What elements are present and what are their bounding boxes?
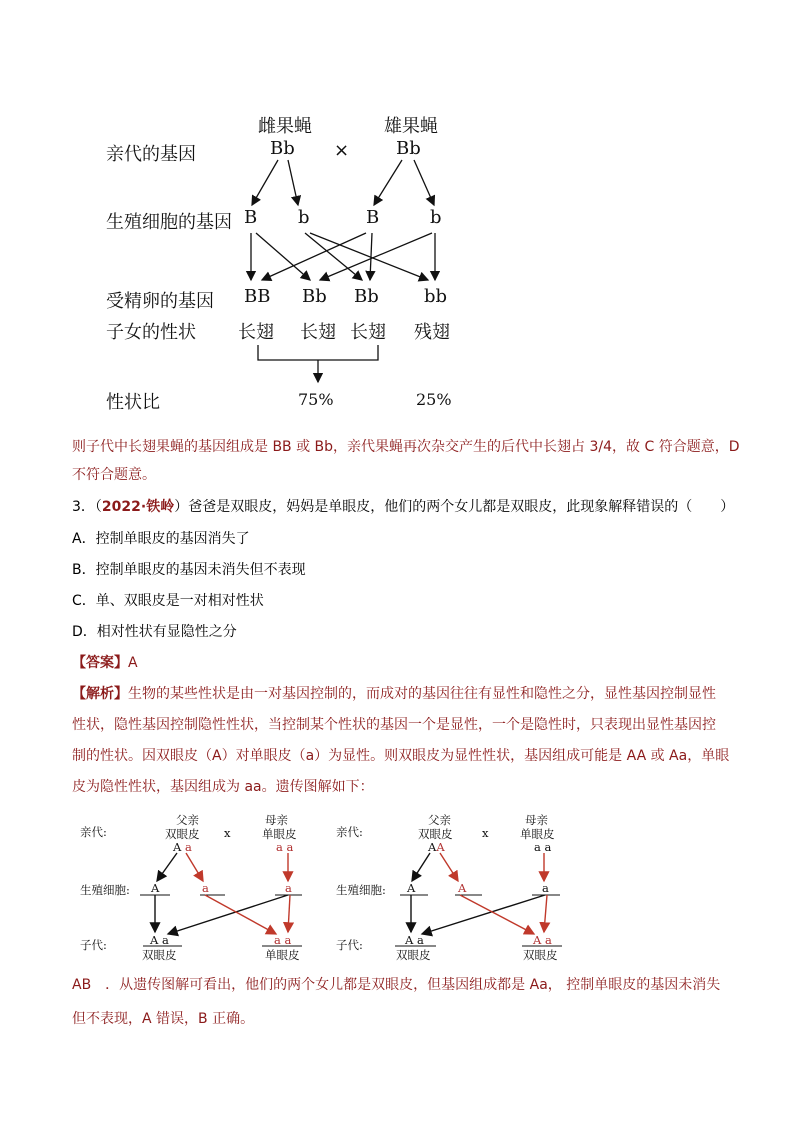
- right-offspring-row-label: 子代:: [336, 938, 363, 952]
- zygote-1: BB: [244, 286, 271, 307]
- left-father-trait: 双眼皮: [165, 827, 200, 841]
- female-fly-label: 雌果蝇: [258, 116, 312, 137]
- right-father-label: 父亲: [428, 813, 451, 827]
- row-label-offspring-traits: 子女的性状: [106, 322, 196, 343]
- option-a: A．控制单眼皮的基因消失了: [72, 531, 250, 547]
- male-genotype: Bb: [396, 138, 421, 159]
- right-father-trait: 双眼皮: [418, 827, 453, 841]
- trait-1: 长翅: [238, 322, 274, 343]
- conclusion-line-1: 则子代中长翅果蝇的基因组成是 BB 或 Bb，亲代果蝇再次杂交产生的后代中长翅占 3/4，故 C 符合题意，D: [72, 439, 740, 455]
- trait-4: 残翅: [414, 322, 450, 343]
- left-child1-genes: A a: [150, 933, 169, 947]
- left-offspring-row-label: 子代:: [80, 938, 107, 952]
- gamete-male-B: B: [366, 207, 380, 228]
- answer-value: A: [128, 655, 138, 671]
- option-b: B．控制单眼皮的基因未消失但不表现: [72, 562, 306, 578]
- right-germ-row-label: 生殖细胞:: [336, 883, 386, 897]
- gamete-male-b: b: [430, 207, 442, 228]
- zygote-2: Bb: [302, 286, 327, 307]
- left-father-label: 父亲: [176, 813, 199, 827]
- analysis-line-2: 性状，隐性基因控制隐性性状，当控制某个性状的基因一个是显性，一个是隐性时，只表现出显性基因控: [72, 717, 716, 733]
- final-line-1: AB ．从遗传图解可看出，他们的两个女儿都是双眼皮，但基因组成都是 Aa， 控制单眼皮的基因未消失: [72, 977, 721, 993]
- cross-symbol: ×: [334, 140, 350, 161]
- left-gamete-1: A: [151, 881, 160, 895]
- zygote-4: bb: [424, 286, 448, 307]
- right-child1-genes: A a: [405, 933, 424, 947]
- left-cross: x: [224, 826, 231, 840]
- left-gamete-2: a: [202, 881, 209, 895]
- left-gamete-3: a: [285, 881, 292, 895]
- right-mother-genes: a a: [534, 840, 552, 854]
- right-child2-genes: A a: [533, 933, 552, 947]
- row-label-parent-genes: 亲代的基因: [106, 144, 196, 165]
- analysis-line-1: 【解析】生物的某些性状是由一对基因控制的，而成对的基因往往有显性和隐性之分，显性基因控制显性: [72, 686, 716, 702]
- question-stem: ）爸爸是双眼皮，妈妈是单眼皮，他们的两个女儿都是双眼皮，此现象解释错误的（ ）: [174, 499, 735, 515]
- analysis-line-4: 皮为隐性性状，基因组成为 aa。遗传图解如下：: [72, 779, 374, 795]
- right-cross: x: [482, 826, 489, 840]
- trait-2: 长翅: [300, 322, 336, 343]
- conclusion-line-2: 不符合题意。: [72, 467, 156, 483]
- ratio-vestigial-wing: 25%: [416, 390, 452, 409]
- left-mother-label: 母亲: [265, 813, 288, 827]
- left-germ-row-label: 生殖细胞:: [80, 883, 130, 897]
- left-child1-trait: 双眼皮: [142, 948, 177, 962]
- option-d: D．相对性状有显隐性之分: [72, 624, 237, 640]
- right-child1-trait: 双眼皮: [396, 948, 431, 962]
- left-child2-trait: 单眼皮: [265, 948, 300, 962]
- right-father-genes: AA: [428, 840, 445, 854]
- left-child2-genes: a a: [274, 933, 292, 947]
- right-mother-label: 母亲: [525, 813, 548, 827]
- analysis-label: 【解析】: [72, 686, 128, 702]
- gamete-female-B: B: [244, 207, 258, 228]
- right-gamete-3: a: [542, 881, 549, 895]
- right-mother-trait: 单眼皮: [520, 827, 555, 841]
- analysis-line-3: 制的性状。因双眼皮（A）对单眼皮（a）为显性。则双眼皮为显性性状，基因组成可能是 AA 或 Aa，单眼: [72, 748, 730, 764]
- right-parent-row-label: 亲代:: [336, 825, 363, 839]
- left-parent-row-label: 亲代:: [80, 825, 107, 839]
- row-label-trait-ratio: 性状比: [106, 392, 160, 413]
- right-child2-trait: 双眼皮: [523, 948, 558, 962]
- option-c: C．单、双眼皮是一对相对性状: [72, 593, 264, 609]
- row-label-zygote-genes: 受精卵的基因: [106, 291, 214, 312]
- question-source: 2022·铁岭: [101, 499, 175, 515]
- female-genotype: Bb: [270, 138, 295, 159]
- zygote-3: Bb: [354, 286, 379, 307]
- final-line-2: 但不表现，A 错误，B 正确。: [72, 1011, 255, 1027]
- trait-3: 长翅: [350, 322, 386, 343]
- right-gamete-2: A: [458, 881, 467, 895]
- ratio-long-wing: 75%: [298, 390, 334, 409]
- question-number: 3．（: [72, 499, 102, 515]
- right-gamete-1: A: [407, 881, 416, 895]
- answer-label: 【答案】: [72, 655, 128, 671]
- left-mother-trait: 单眼皮: [262, 827, 297, 841]
- male-fly-label: 雄果蝇: [384, 116, 438, 137]
- gamete-female-b: b: [298, 207, 310, 228]
- row-label-germ-cell-genes: 生殖细胞的基因: [106, 212, 232, 233]
- left-father-genes: A a: [173, 840, 192, 854]
- left-mother-genes: a a: [276, 840, 294, 854]
